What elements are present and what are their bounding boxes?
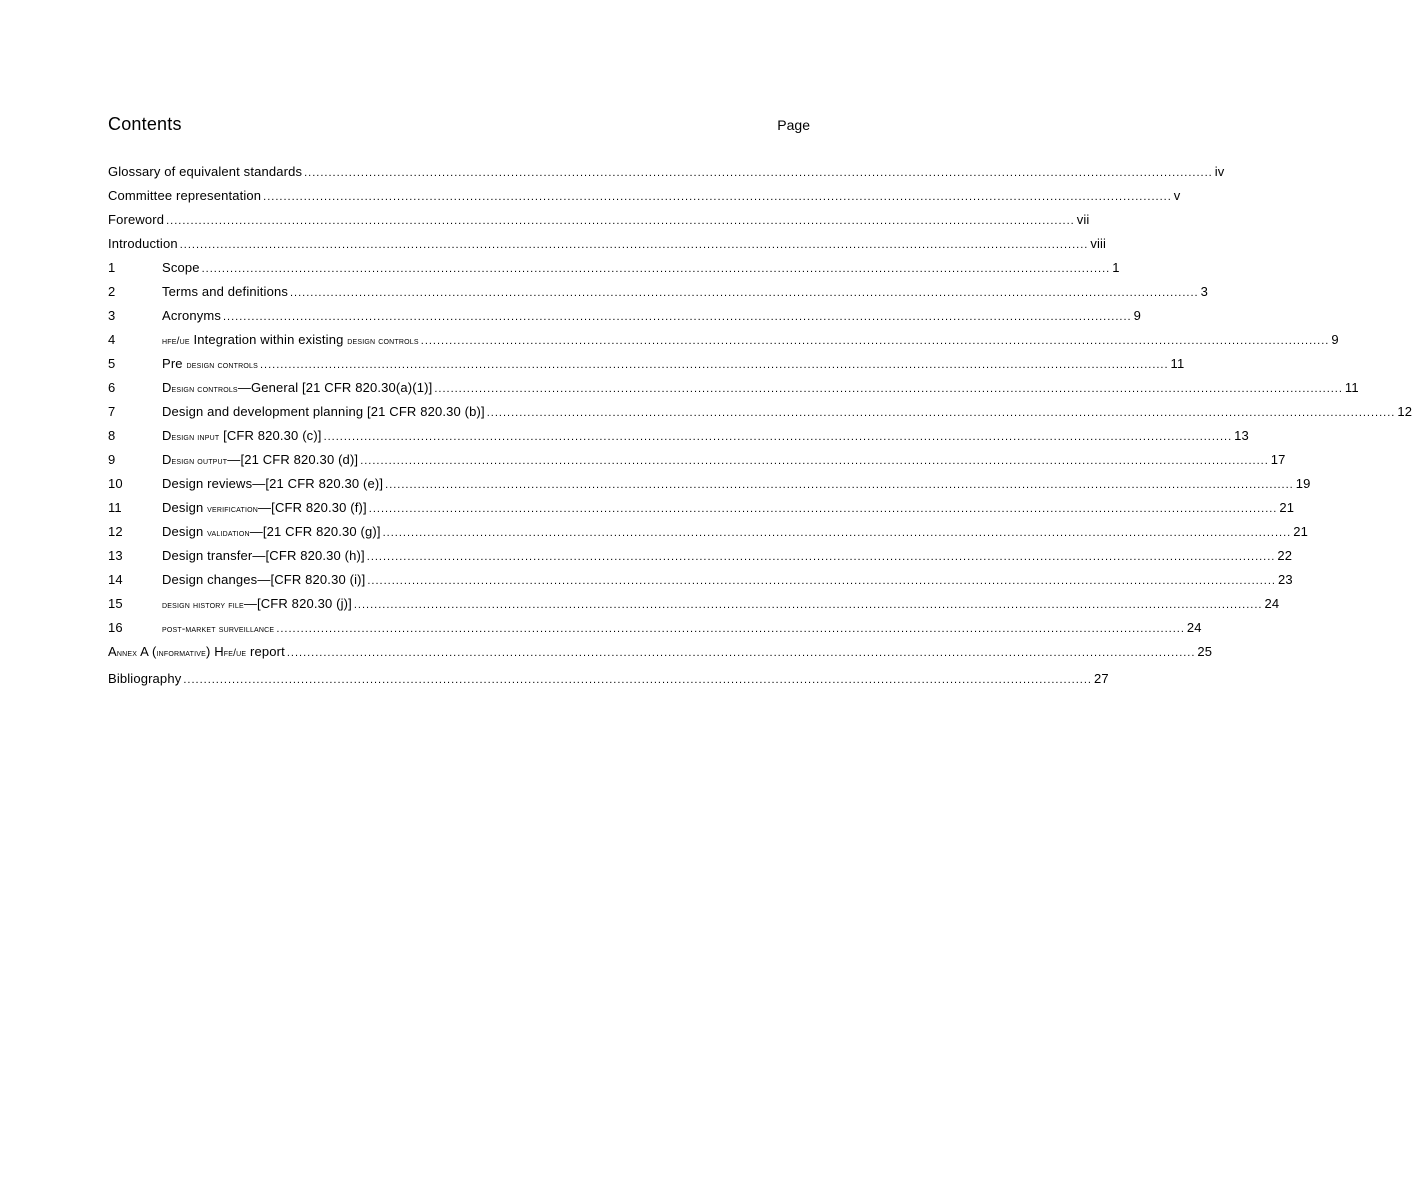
toc-entry[interactable] [108,548,1293,572]
toc-dot-leader [290,287,1199,299]
toc-dot-leader [383,527,1292,539]
toc-list [108,164,1412,695]
toc-entry[interactable] [108,572,1293,596]
toc-page-column-header: Page [777,117,810,133]
toc-dot-leader [304,167,1213,179]
toc-entry-page-number: 17 [1270,452,1286,467]
toc-entry-number: 16 [108,620,123,635]
toc-entry-number: 11 [108,500,122,515]
toc-entry-number: 12 [108,524,123,539]
toc-entry-title-part: Integration within existing [189,332,348,347]
toc-entry-page-number: 12 [1397,404,1412,419]
toc-entry-number: 2 [108,284,116,299]
toc-entry-title-part: D [162,452,172,467]
toc-entry-title [108,671,181,686]
toc-entry-page-number: 25 [1197,644,1213,659]
toc-entry-title-part: —General [21 CFR 820.30(a)(1)] [237,380,433,395]
toc-entry-title-part: [CFR 820.30 (c)] [219,428,322,443]
toc-entry-page-number: 23 [1277,572,1293,587]
toc-entry[interactable] [108,644,1213,668]
toc-entry-page-number: 13 [1234,428,1249,443]
toc-entry-title-part: —[CFR 820.30 (f)] [258,500,367,515]
toc-entry-number: 9 [108,452,116,467]
toc-entry-title [162,596,352,611]
toc-entry-title-part: A [108,644,117,659]
toc-dot-leader [369,503,1278,515]
toc-entry-title-part: design controls [186,360,258,371]
toc-entry-title-part: D [162,380,172,395]
toc-entry-title-part: Acronyms [162,308,221,323]
toc-entry-title [162,476,383,491]
toc-entry[interactable] [108,452,1286,476]
toc-title: Contents [108,114,182,134]
toc-entry-title-part: Design reviews—[21 CFR 820.30 (e)] [162,476,384,491]
toc-entry-number: 3 [108,308,116,323]
toc-entry-page-number: 21 [1279,500,1295,515]
toc-entry-title [162,284,288,299]
toc-entry-page-number: 24 [1186,620,1202,635]
toc-dot-leader [434,383,1343,395]
toc-entry-title-part: —[21 CFR 820.30 (g)] [249,524,381,539]
toc-entry-title-part: Terms and definitions [162,284,288,299]
toc-dot-leader [354,599,1263,611]
toc-dot-leader [223,311,1132,323]
toc-entry-title-part: esign output [171,456,228,467]
toc-entry-title-part: report [246,644,285,659]
toc-entry[interactable] [108,524,1308,548]
toc-entry-title [108,236,178,251]
toc-entry-title-part: Design [162,524,208,539]
toc-dot-leader [180,239,1089,251]
toc-entry-title-part: Bibliography [108,671,182,686]
toc-entry-number: 1 [108,260,116,275]
toc-entry-title [162,524,381,539]
toc-entry-page-number: 22 [1277,548,1293,563]
toc-entry-page-number: 1 [1112,260,1120,275]
toc-entry-title-part: Scope [162,260,200,275]
toc-entry[interactable] [108,188,1181,212]
toc-entry[interactable] [108,260,1120,284]
toc-entry-number: 10 [108,476,123,491]
toc-entry[interactable] [108,332,1339,356]
toc-entry[interactable] [108,596,1280,620]
toc-entry-number: 4 [108,332,116,347]
toc-entry-page-number: 9 [1133,308,1141,323]
toc-entry-page-number: 24 [1264,596,1280,611]
toc-entry-page-number: 27 [1093,671,1109,686]
toc-entry-page-number: vii [1076,212,1090,227]
toc-dot-leader [287,647,1196,659]
toc-dot-leader [276,623,1185,635]
toc-entry-title-part: Foreword [108,212,165,227]
toc-entry-title-part: —[CFR 820.30 (j)] [243,596,352,611]
toc-dot-leader [367,551,1276,563]
toc-entry-title-part: Design changes—[CFR 820.30 (i)] [162,572,366,587]
toc-entry-title-part: verification [207,504,259,515]
toc-entry[interactable] [108,500,1295,524]
toc-entry-title [162,572,365,587]
toc-entry-title-part: Design [162,500,208,515]
toc-dot-leader [263,191,1172,203]
toc-entry-title-part: Glossary of equivalent standards [108,164,303,179]
toc-entry-number: 7 [108,404,116,419]
toc-entry-title-part: Design transfer—[CFR 820.30 (h)] [162,548,365,563]
toc-entry-title [162,548,365,563]
toc-entry[interactable] [108,164,1225,188]
toc-entry-title [162,452,358,467]
toc-entry-title-part: design history file [162,600,244,611]
toc-entry-title [162,404,485,419]
toc-entry[interactable] [108,380,1359,404]
toc-entry[interactable] [108,356,1185,380]
toc-entry-number: 14 [108,572,123,587]
toc-entry-title [108,212,164,227]
toc-entry-title [162,380,432,395]
toc-entry-title-part: nnex [116,648,138,659]
toc-entry-number: 15 [108,596,123,611]
toc-dot-leader [487,407,1396,419]
toc-entry-page-number: 9 [1331,332,1339,347]
toc-entry-title-part: Committee representation [108,188,262,203]
toc-dot-leader [360,455,1269,467]
toc-entry-page-number: 11 [1344,380,1359,395]
toc-entry-title [162,260,200,275]
toc-entry-title-part: Introduction [108,236,178,251]
contents-page [108,114,1412,695]
toc-entry-title [162,500,367,515]
toc-entry-title [108,164,302,179]
toc-entry-title-part: ) H [205,644,224,659]
toc-entry-title-part: D [162,428,172,443]
toc-entry-page-number: 19 [1295,476,1311,491]
toc-entry-title [108,644,285,659]
toc-dot-leader [260,359,1169,371]
toc-entry-title-part: esign controls [171,384,238,395]
toc-entry[interactable] [108,428,1249,452]
toc-entry-page-number: 11 [1170,356,1185,371]
toc-entry-number: 5 [108,356,116,371]
toc-entry-title [108,188,261,203]
toc-entry-page-number: v [1173,188,1181,203]
toc-entry[interactable] [108,308,1141,332]
toc-entry-title-part: post-market surveillance [162,624,275,635]
toc-dot-leader [166,215,1075,227]
toc-entry-title-part: Design and development planning [21 CFR 820.30 (b)] [162,404,485,419]
toc-entry-title [162,356,258,371]
toc-entry[interactable] [108,236,1107,260]
toc-entry[interactable] [108,671,1109,695]
toc-entry-number: 13 [108,548,123,563]
toc-dot-leader [421,335,1330,347]
toc-entry-title-part: validation [207,528,250,539]
toc-entry-title-part: —[21 CFR 820.30 (d)] [227,452,359,467]
toc-entry[interactable] [108,284,1208,308]
toc-entry-title-part: esign input [171,432,220,443]
toc-entry[interactable] [108,212,1090,236]
toc-dot-leader [367,575,1276,587]
toc-entry-title-part: informative [156,648,206,659]
toc-entry-title [162,620,274,635]
toc-entry-page-number: 3 [1200,284,1208,299]
toc-entry-title [162,428,322,443]
toc-dot-leader [183,674,1092,686]
toc-header [108,114,810,138]
toc-entry-page-number: iv [1214,164,1225,179]
toc-entry-title-part: hfe/ue [162,336,190,347]
toc-entry-title [162,332,419,347]
toc-dot-leader [202,263,1111,275]
toc-entry-number: 8 [108,428,116,443]
toc-entry-title [162,308,221,323]
toc-entry-title-part: fe/ue [223,648,247,659]
toc-entry-title-part: A ( [137,644,157,659]
toc-entry-number: 6 [108,380,116,395]
toc-entry[interactable] [108,620,1202,644]
toc-entry[interactable] [108,404,1412,428]
toc-dot-leader [385,479,1294,491]
toc-entry-page-number: viii [1090,236,1107,251]
toc-entry-title-part: design controls [347,336,419,347]
toc-dot-leader [324,431,1233,443]
toc-entry-title-part: Pre [162,356,187,371]
toc-entry[interactable] [108,476,1311,500]
toc-entry-page-number: 21 [1293,524,1308,539]
